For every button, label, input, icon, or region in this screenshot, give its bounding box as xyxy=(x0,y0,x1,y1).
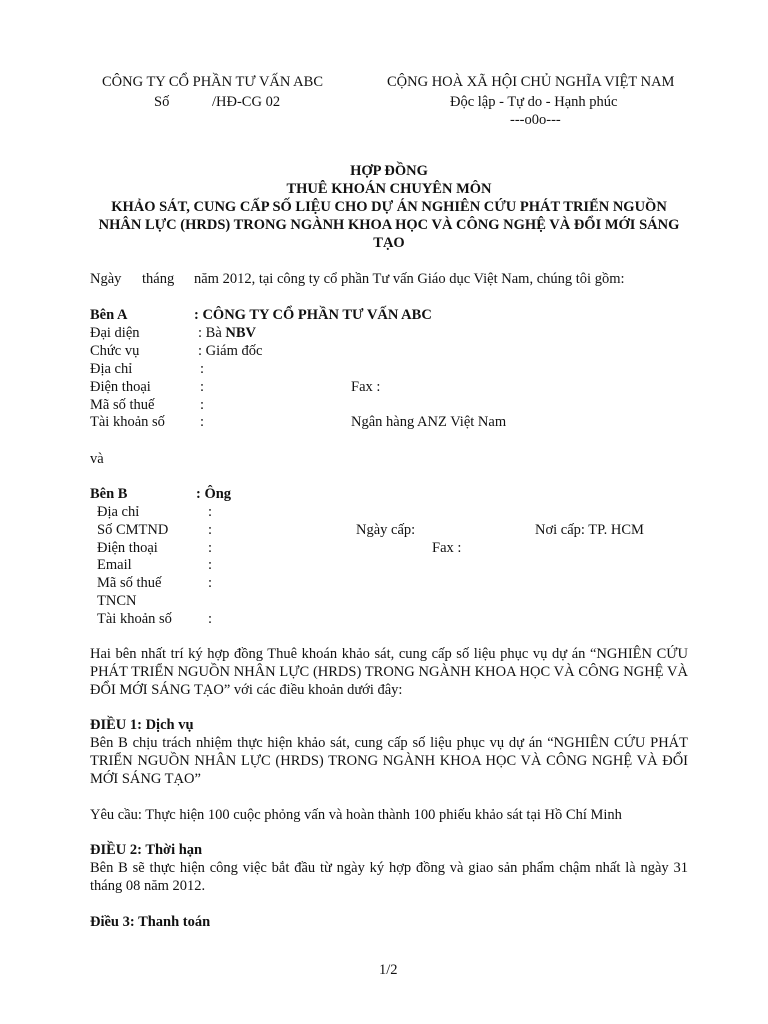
party-b-tax-label: Mã số thuế xyxy=(97,575,162,591)
party-b-issue-place: Nơi cấp: TP. HCM xyxy=(535,522,644,538)
party-b-email-colon: : xyxy=(208,557,213,573)
party-b-name: : Ông xyxy=(196,486,232,502)
party-b-tax-colon: : xyxy=(208,575,213,591)
title-line-1: HỢP ĐỒNG xyxy=(350,163,428,179)
party-b-address-label: Địa chỉ xyxy=(97,504,140,520)
doc-number-prefix: Số xyxy=(154,94,170,110)
intro-month: tháng xyxy=(142,271,175,287)
party-b-fax-label: Fax : xyxy=(432,540,462,556)
party-a-phone-colon: : xyxy=(200,379,205,395)
header-separator: ---o0o--- xyxy=(510,112,561,128)
party-a-account-label: Tài khoản số xyxy=(90,414,165,430)
party-a-account-colon: : xyxy=(200,414,205,430)
article-2-heading: ĐIỀU 2: Thời hạn xyxy=(90,842,203,858)
party-b-address-colon: : xyxy=(208,504,213,520)
doc-number: /HĐ-CG 02 xyxy=(212,94,281,110)
party-a-position: : Giám đốc xyxy=(198,343,263,359)
party-a-name: : CÔNG TY CỔ PHẦN TƯ VẤN ABC xyxy=(194,307,432,323)
party-a-rep-prefix: : Bà xyxy=(198,325,226,341)
country-name: CỘNG HOÀ XÃ HỘI CHỦ NGHĨA VIỆT NAM xyxy=(387,74,675,90)
party-a-position-label: Chức vụ xyxy=(90,343,140,359)
party-a-tax-label: Mã số thuế xyxy=(90,397,155,413)
article-3-heading: Điều 3: Thanh toán xyxy=(90,914,211,930)
title-line-2: THUÊ KHOÁN CHUYÊN MÔN xyxy=(286,181,492,197)
party-a-tax-colon: : xyxy=(200,397,205,413)
party-a-bank: Ngân hàng ANZ Việt Nam xyxy=(351,414,507,430)
party-b-account-colon: : xyxy=(208,611,213,627)
national-motto: Độc lập - Tự do - Hạnh phúc xyxy=(450,94,618,110)
article-1-heading: ĐIỀU 1: Dịch vụ xyxy=(90,717,194,733)
contract-title xyxy=(90,162,688,252)
page-number: 1/2 xyxy=(379,962,398,978)
article-2-body: Bên B sẽ thực hiện công việc bắt đầu từ ngày ký hợp đồng và giao sản phẩm chậm nhất là ngày 31 tháng 08 năm 2012. xyxy=(90,860,688,894)
party-b-phone-colon: : xyxy=(208,540,213,556)
party-a-rep xyxy=(198,324,256,342)
party-a-rep-name: NBV xyxy=(225,325,257,341)
party-a-label: Bên A xyxy=(90,307,128,323)
intro-text: năm 2012, tại công ty cổ phần Tư vấn Giáo dục Việt Nam, chúng tôi gồm: xyxy=(194,271,625,287)
title-line-3: KHẢO SÁT, CUNG CẤP SỐ LIỆU CHO DỰ ÁN NGHIÊN CỨU PHÁT TRIỂN NGUỒN NHÂN LỰC (HRDS) TRONG NGÀNH KHOA HỌC VÀ CÔNG NGHỆ VÀ ĐỔI MỚI SÁNG TẠO xyxy=(98,199,680,251)
party-a-fax-label: Fax : xyxy=(351,379,381,395)
party-a-rep-label: Đại diện xyxy=(90,325,140,341)
party-b-phone-label: Điện thoại xyxy=(97,540,158,556)
party-b-id-colon: : xyxy=(208,522,213,538)
party-b-label: Bên B xyxy=(90,486,128,502)
intro-day: Ngày xyxy=(90,271,122,287)
agreement-paragraph: Hai bên nhất trí ký hợp đồng Thuê khoán khảo sát, cung cấp số liệu phục vụ dự án “NGHIÊN CỨU PHÁT TRIỂN NGUỒN NHÂN LỰC (HRDS) TRONG NGÀNH KHOA HỌC VÀ CÔNG NGHỆ VÀ ĐỔI MỚI SÁNG TẠO” với các điều khoản dưới đây: xyxy=(90,646,688,698)
party-b-email-label: Email xyxy=(97,557,132,573)
party-b-issue-date-label: Ngày cấp: xyxy=(356,522,416,538)
party-b-account-label: Tài khoản số xyxy=(97,611,172,627)
party-a-address-label: Địa chỉ xyxy=(90,361,133,377)
party-b-tax-label-2: TNCN xyxy=(97,593,137,609)
and-word: và xyxy=(90,451,104,467)
article-1-requirement: Yêu cầu: Thực hiện 100 cuộc phỏng vấn và hoàn thành 100 phiếu khảo sát tại Hồ Chí Minh xyxy=(90,807,622,823)
party-a-phone-label: Điện thoại xyxy=(90,379,151,395)
party-a-address-colon: : xyxy=(200,361,205,377)
article-1-body: Bên B chịu trách nhiệm thực hiện khảo sát, cung cấp số liệu phục vụ dự án “NGHIÊN CỨU PHÁT TRIỂN NGUỒN NHÂN LỰC (HRDS) TRONG NGÀNH KHOA HỌC VÀ CÔNG NGHỆ VÀ ĐỔI MỚI SÁNG TẠO” xyxy=(90,735,688,787)
party-b-id-label: Số CMTND xyxy=(97,522,169,538)
company-name: CÔNG TY CỔ PHẦN TƯ VẤN ABC xyxy=(102,74,323,90)
